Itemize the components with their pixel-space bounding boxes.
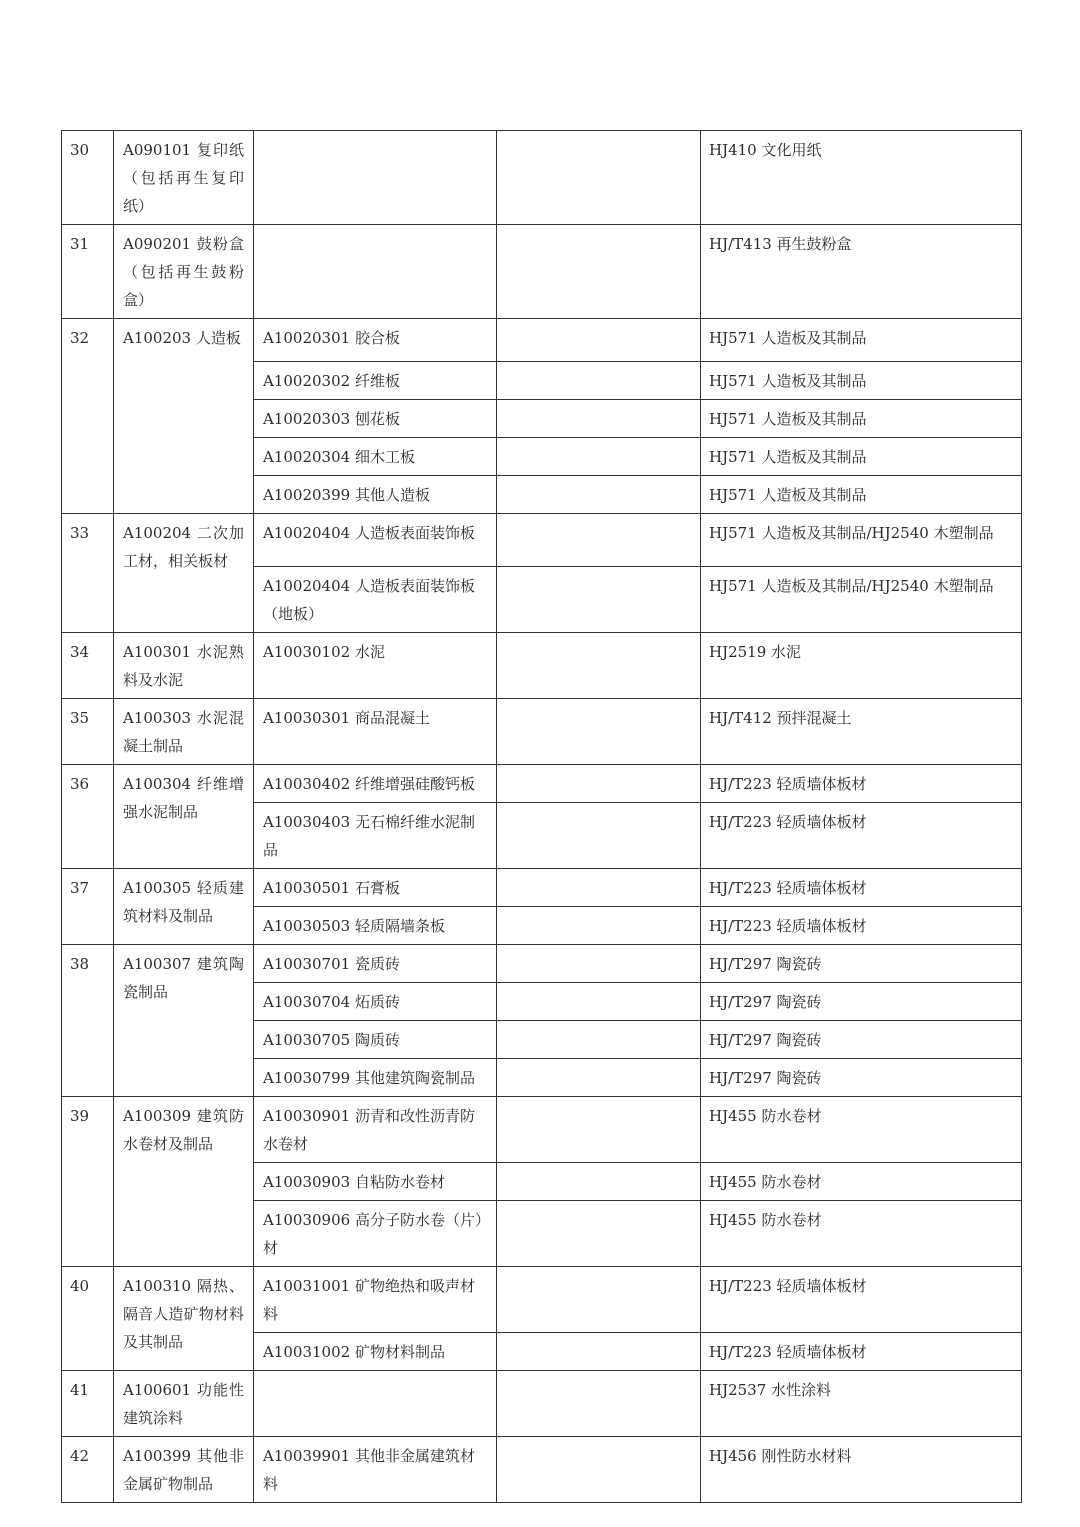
empty-cell: [497, 514, 701, 567]
subcategory-cell: A10039901 其他非金属建筑材料: [254, 1437, 497, 1503]
table-row: [62, 699, 1022, 765]
row-number: 39: [62, 1097, 114, 1267]
subcategory-cell: A10031002 矿物材料制品: [254, 1333, 497, 1371]
category-cell: A100310 隔热、隔音人造矿物材料及其制品: [114, 1267, 254, 1371]
standard-cell: HJ/T223 轻质墙体板材: [701, 1333, 1022, 1371]
table-row: [62, 225, 1022, 319]
empty-cell: [497, 1267, 701, 1333]
standard-cell: HJ/T297 陶瓷砖: [701, 983, 1022, 1021]
empty-cell: [497, 438, 701, 476]
category-cell: A100301 水泥熟料及水泥: [114, 633, 254, 699]
empty-cell: [497, 765, 701, 803]
empty-cell: [497, 1021, 701, 1059]
table-row: [62, 1371, 1022, 1437]
standard-cell: HJ/T223 轻质墙体板材: [701, 907, 1022, 945]
empty-cell: [497, 476, 701, 514]
row-number: 33: [62, 514, 114, 633]
table-row: [62, 131, 1022, 225]
standard-cell: HJ571 人造板及其制品/HJ2540 木塑制品: [701, 514, 1022, 567]
subcategory-cell: A10030705 陶质砖: [254, 1021, 497, 1059]
subcategory-cell: A10030501 石膏板: [254, 869, 497, 907]
row-number: 37: [62, 869, 114, 945]
empty-cell: [497, 319, 701, 362]
row-number: 41: [62, 1371, 114, 1437]
subcategory-cell: A10030301 商品混凝土: [254, 699, 497, 765]
row-number: 38: [62, 945, 114, 1097]
standards-table: [61, 130, 1022, 1503]
empty-cell: [497, 907, 701, 945]
standard-cell: HJ455 防水卷材: [701, 1097, 1022, 1163]
category-cell: A100399 其他非金属矿物制品: [114, 1437, 254, 1503]
category-cell: A100303 水泥混凝土制品: [114, 699, 254, 765]
row-number: 35: [62, 699, 114, 765]
subcategory-cell: A10030704 炻质砖: [254, 983, 497, 1021]
table-body: [62, 131, 1022, 1503]
subcategory-cell: A10030503 轻质隔墙条板: [254, 907, 497, 945]
subcategory-cell: A10020404 人造板表面装饰板（地板）: [254, 567, 497, 633]
standard-cell: HJ410 文化用纸: [701, 131, 1022, 225]
row-number: 32: [62, 319, 114, 514]
subcategory-cell: [254, 131, 497, 225]
category-cell: A090101 复印纸（包括再生复印纸）: [114, 131, 254, 225]
standard-cell: HJ/T297 陶瓷砖: [701, 1021, 1022, 1059]
empty-cell: [497, 131, 701, 225]
standard-cell: HJ/T412 预拌混凝土: [701, 699, 1022, 765]
subcategory-cell: A10020304 细木工板: [254, 438, 497, 476]
standard-cell: HJ571 人造板及其制品: [701, 400, 1022, 438]
subcategory-cell: A10020301 胶合板: [254, 319, 497, 362]
category-cell: A100309 建筑防水卷材及制品: [114, 1097, 254, 1267]
category-cell: A100305 轻质建筑材料及制品: [114, 869, 254, 945]
category-cell: A100601 功能性建筑涂料: [114, 1371, 254, 1437]
subcategory-cell: A10030701 瓷质砖: [254, 945, 497, 983]
subcategory-cell: A10020303 刨花板: [254, 400, 497, 438]
empty-cell: [497, 1059, 701, 1097]
standard-cell: HJ/T223 轻质墙体板材: [701, 869, 1022, 907]
empty-cell: [497, 567, 701, 633]
subcategory-cell: A10030402 纤维增强硅酸钙板: [254, 765, 497, 803]
standard-cell: HJ455 防水卷材: [701, 1163, 1022, 1201]
subcategory-cell: A10030799 其他建筑陶瓷制品: [254, 1059, 497, 1097]
empty-cell: [497, 869, 701, 907]
subcategory-cell: A10020302 纤维板: [254, 362, 497, 400]
table-row: [62, 514, 1022, 567]
subcategory-cell: A10020399 其他人造板: [254, 476, 497, 514]
category-cell: A100204 二次加工材，相关板材: [114, 514, 254, 633]
subcategory-cell: A10031001 矿物绝热和吸声材料: [254, 1267, 497, 1333]
standard-cell: HJ/T297 陶瓷砖: [701, 1059, 1022, 1097]
empty-cell: [497, 945, 701, 983]
standard-cell: HJ/T223 轻质墙体板材: [701, 1267, 1022, 1333]
standard-cell: HJ571 人造板及其制品: [701, 362, 1022, 400]
subcategory-cell: A10030906 高分子防水卷（片）材: [254, 1201, 497, 1267]
row-number: 42: [62, 1437, 114, 1503]
table-row: [62, 1267, 1022, 1333]
empty-cell: [497, 1097, 701, 1163]
table-row: [62, 1097, 1022, 1163]
table-row: [62, 765, 1022, 803]
standard-cell: HJ/T297 陶瓷砖: [701, 945, 1022, 983]
empty-cell: [497, 1371, 701, 1437]
empty-cell: [497, 699, 701, 765]
standard-cell: HJ/T413 再生鼓粉盒: [701, 225, 1022, 319]
row-number: 40: [62, 1267, 114, 1371]
category-cell: A100203 人造板: [114, 319, 254, 514]
table-row: [62, 869, 1022, 907]
empty-cell: [497, 1201, 701, 1267]
row-number: 31: [62, 225, 114, 319]
empty-cell: [497, 400, 701, 438]
subcategory-cell: A10030901 沥青和改性沥青防水卷材: [254, 1097, 497, 1163]
empty-cell: [497, 983, 701, 1021]
standard-cell: HJ2537 水性涂料: [701, 1371, 1022, 1437]
empty-cell: [497, 633, 701, 699]
subcategory-cell: [254, 1371, 497, 1437]
subcategory-cell: A10030403 无石棉纤维水泥制品: [254, 803, 497, 869]
table-row: [62, 319, 1022, 362]
standard-cell: HJ571 人造板及其制品/HJ2540 木塑制品: [701, 567, 1022, 633]
table-row: [62, 1437, 1022, 1503]
empty-cell: [497, 225, 701, 319]
subcategory-cell: [254, 225, 497, 319]
standard-cell: HJ/T223 轻质墙体板材: [701, 803, 1022, 869]
standard-cell: HJ455 防水卷材: [701, 1201, 1022, 1267]
standard-cell: HJ/T223 轻质墙体板材: [701, 765, 1022, 803]
subcategory-cell: A10020404 人造板表面装饰板: [254, 514, 497, 567]
standard-cell: HJ571 人造板及其制品: [701, 438, 1022, 476]
row-number: 36: [62, 765, 114, 869]
row-number: 34: [62, 633, 114, 699]
empty-cell: [497, 1163, 701, 1201]
empty-cell: [497, 1437, 701, 1503]
table-row: [62, 945, 1022, 983]
standard-cell: HJ2519 水泥: [701, 633, 1022, 699]
subcategory-cell: A10030102 水泥: [254, 633, 497, 699]
row-number: 30: [62, 131, 114, 225]
category-cell: A090201 鼓粉盒（包括再生鼓粉盒）: [114, 225, 254, 319]
empty-cell: [497, 362, 701, 400]
category-cell: A100307 建筑陶瓷制品: [114, 945, 254, 1097]
standard-cell: HJ571 人造板及其制品: [701, 476, 1022, 514]
category-cell: A100304 纤维增强水泥制品: [114, 765, 254, 869]
subcategory-cell: A10030903 自粘防水卷材: [254, 1163, 497, 1201]
empty-cell: [497, 1333, 701, 1371]
standard-cell: HJ456 刚性防水材料: [701, 1437, 1022, 1503]
empty-cell: [497, 803, 701, 869]
standard-cell: HJ571 人造板及其制品: [701, 319, 1022, 362]
table-row: [62, 633, 1022, 699]
